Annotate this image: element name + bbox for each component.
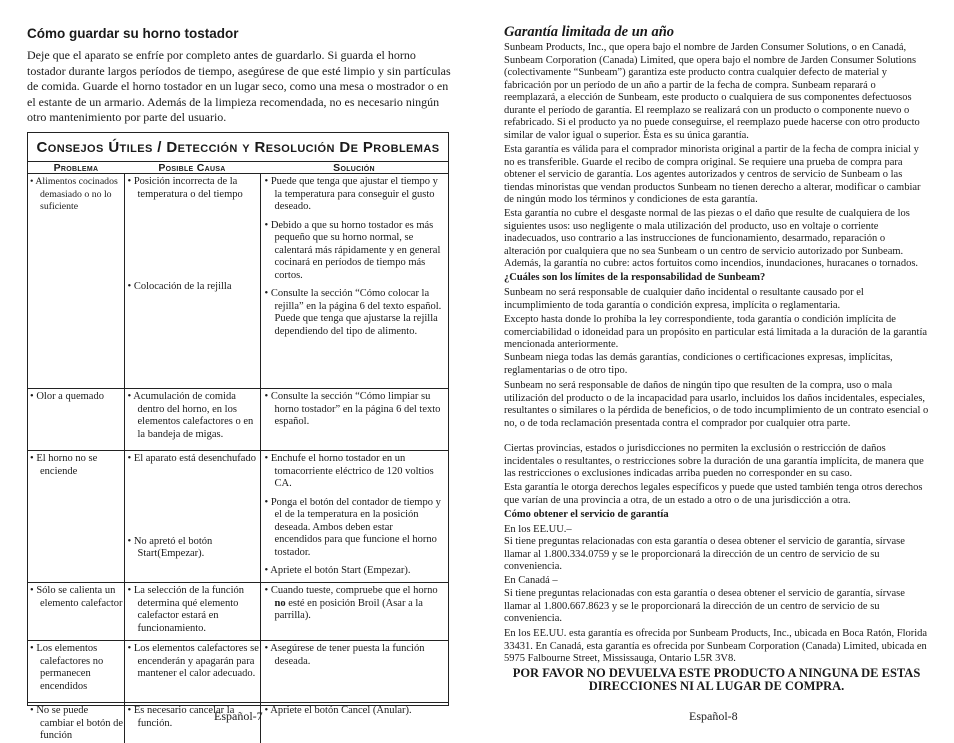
- warranty-paragraph: Ciertas provincias, estados o jurisdicciones no permiten la exclusión o restricción de daños incidentales o resultantes, o restricciones sobre la duración de una garantía implícita, de manera que las restricciones o exclusiones indicadas arriba pueden no corresponder en su caso.: [504, 443, 924, 479]
- column-header-cause: Posible Causa: [158, 162, 226, 174]
- table-row: [28, 451, 448, 583]
- solution-cell: [260, 641, 448, 703]
- left-page: [0, 0, 477, 741]
- page-number: Español-7: [214, 709, 263, 723]
- table-row: [28, 389, 448, 451]
- cause-cell: [124, 641, 260, 703]
- warranty-paragraph: Esta garantía le otorga derechos legales específicos y puede que usted también tenga otros derechos que varían de una provincia a otra, de un estado a otro o de una jurisdicción a otra.: [504, 482, 923, 506]
- problem-text: • Olor a quemado: [30, 391, 124, 404]
- solution-cell: [260, 389, 448, 451]
- warranty-paragraph: Si tiene preguntas relacionadas con esta garantía o desea obtener el servicio de garantía, sírvase llamar al 1.800.334.0759 y se le proporcionará la dirección de un centro de servicio de su conveniencia.: [504, 536, 905, 572]
- problem-text: • No se puede cambiar el botón de función: [30, 705, 124, 743]
- cause-cell: [124, 389, 260, 451]
- solution-cell: [260, 174, 448, 389]
- solution-text: • Ponga el botón del contador de tiempo y el de la temperatura en la posición deseada. Ambos deben estar encendidos para que funcione el horno tostador.: [265, 497, 443, 560]
- solution-text: • Enchufe el horno tostador en un tomacorriente eléctrico de 120 voltios CA.: [265, 453, 443, 491]
- section-heading: Cómo obtener el servicio de garantía: [504, 509, 669, 520]
- problem-cell: [28, 451, 124, 583]
- warranty-paragraph: En los EE.UU. esta garantía es ofrecida por Sunbeam Products, Inc., ubicada en Boca Ratón, Florida 33431. En Canadá, esta garantía es ofrecida por Sunbeam Corporation (Canada) Limited, ubicada en 5975 Falbourne Street, Mississauga, Ontario L5R 3V8.: [504, 628, 928, 664]
- storage-body: Deje que el aparato se enfríe por completo antes de guardarlo. Si guarda el horno tostador durante largos períodos de tiempo, asegúrese de que esté limpio y sin partículas de comida. Guarde el horno tostador en un lugar seco, como una mesa o mostrador o en el estante de un armario. Además de la limpieza recomendada, no es necesario ningún otro mantenimiento por parte del usuario.: [27, 48, 451, 124]
- warranty-title: Garantía limitada de un año: [504, 24, 675, 40]
- cause-cell: [124, 174, 260, 389]
- table-row: [28, 641, 448, 703]
- cause-text: • Los elementos calefactores se encenderán y apagarán para mantener el calor adecuado.: [128, 643, 260, 681]
- cause-text: • Posición incorrecta de la temperatura o del tiempo: [128, 176, 260, 201]
- region-label-us: En los EE.UU.–: [504, 524, 572, 535]
- column-header-problem: Problema: [53, 162, 99, 174]
- troubleshooting-table: [28, 162, 448, 743]
- problem-cell: [28, 703, 124, 743]
- cause-text: • Es necesario cancelar la función.: [128, 705, 260, 730]
- warranty-paragraph: Si tiene preguntas relacionadas con esta garantía o desea obtener el servicio de garantía, sírvase llamar al 1.800.667.8623 y se le proporcionará la dirección de un centro de servicio de su conveniencia.: [504, 588, 905, 624]
- cause-text: • La selección de la función determina qué elemento calefactor estará en funcionamiento.: [128, 585, 260, 635]
- closing-notice: POR FAVOR NO DEVUELVA ESTE PRODUCTO A NINGUNA DE ESTAS DIRECCIONES NI AL LUGAR DE COMPRA.: [512, 666, 921, 693]
- problem-text: • Sólo se calienta un elemento calefactor: [30, 585, 124, 610]
- solution-text: • Cuando tueste, compruebe que el horno no esté en posición Broil (Asar a la parrilla).: [265, 585, 443, 623]
- solution-text: • Consulte la sección “Cómo limpiar su horno tostador” en la página 6 del texto español.: [265, 391, 443, 429]
- cause-text: • Colocación de la rejilla: [128, 281, 260, 294]
- problem-text: • Alimentos cocinados demasiado o no lo suficiente: [30, 176, 124, 214]
- cause-cell: [124, 451, 260, 583]
- right-page: [477, 0, 954, 738]
- warranty-paragraph: Sunbeam no será responsable de cualquier daño incidental o resultante causado por el incumplimiento de toda garantía o condición expresa, implícita o reglamentaria.: [504, 287, 864, 311]
- cause-text: • El aparato está desenchufado: [128, 453, 260, 466]
- solution-text: • Apriete el botón Cancel (Anular).: [265, 705, 443, 718]
- solution-text: • Consulte la sección “Cómo colocar la rejilla” en la página 6 del texto español. Puede que tenga que ajustarse la rejilla dependiendo del tipo de alimento.: [265, 288, 443, 338]
- solution-cell: [260, 703, 448, 743]
- problem-text: • Los elementos calefactores no permanecen encendidos: [30, 643, 124, 693]
- troubleshooting-title: Consejos Útiles / Detección y Resolución De Problemas: [28, 133, 448, 162]
- problem-cell: [28, 389, 124, 451]
- problem-text: • El horno no se enciende: [30, 453, 124, 478]
- solution-cell: [260, 451, 448, 583]
- problem-cell: [28, 583, 124, 641]
- cause-text: • Acumulación de comida dentro del horno, en los elementos calefactores o en la bandeja de migas.: [128, 391, 260, 441]
- cause-text: • No apretó el botón Start(Empezar).: [128, 536, 260, 561]
- problem-cell: [28, 174, 124, 389]
- cause-cell: [124, 583, 260, 641]
- table-row: [28, 174, 448, 389]
- solution-cell: [260, 583, 448, 641]
- page-number: Español-8: [689, 709, 738, 723]
- solution-text: • Asegúrese de tener puesta la función deseada.: [265, 643, 443, 668]
- warranty-paragraph: Sunbeam niega todas las demás garantías, condiciones o certificaciones expresas, implícitas, reglamentarias o de otro tipo.: [504, 352, 893, 376]
- solution-text: • Puede que tenga que ajustar el tiempo y la temperatura para conseguir el gusto deseado.: [265, 176, 443, 214]
- section-heading: ¿Cuáles son los límites de la responsabilidad de Sunbeam?: [504, 272, 766, 283]
- warranty-paragraph: Esta garantía es válida para el comprador minorista original a partir de la fecha de compra inicial y no es transferible. Guarde el recibo de compra original. Se requiere una prueba de compra para obtener el servicio de garantía. Los agentes autorizados y centros de servicio de Sunbeam o las tiendas minoristas que vendan productos Sunbeam no tienen derecho a alterar, modificar o cambiar de ningún modo los términos y condiciones de esta garantía.: [504, 144, 921, 205]
- table-header-row: [28, 162, 448, 174]
- table-row: [28, 583, 448, 641]
- warranty-paragraph: Sunbeam no será responsable de daños de ningún tipo que resulten de la compra, uso o mala utilización del producto o de la incapacidad para usarlo, incluidos los daños incidentales, especiales, resultantes o similares o la pérdida de beneficios, o de todo incumplimiento de un contrato esencial o no, o de toda reclamación presentada contra el comprador por cualquier otra parte.: [504, 380, 929, 429]
- solution-text: • Apriete el botón Start (Empezar).: [265, 565, 443, 578]
- problem-cell: [28, 641, 124, 703]
- warranty-paragraph: Excepto hasta donde lo prohíba la ley correspondiente, toda garantía o condición implícita de comerciabilidad o idoneidad para un propósito en particular está limitada a la duración de la garantía mencionada anteriormente.: [504, 314, 928, 350]
- region-label-canada: En Canadá –: [504, 575, 558, 586]
- column-header-solution: Solución: [333, 162, 375, 174]
- warranty-paragraph: Sunbeam Products, Inc., que opera bajo el nombre de Jarden Consumer Solutions, o en Canadá, Sunbeam Corporation (Canada) Limited, que opera bajo el nombre de Jarden Consumer Solutions (colectivamente “Sunbeam”) garantiza este producto contra cualquier defecto de material y fabricación por un período de un año a partir de la fecha de compra. Sunbeam reparará o reemplazará, a elección de Sunbeam, este producto o cualquiera de sus componentes defectuosos durante el período de garantía. El reemplazo se realizará con un producto o componente nuevo o refabricado. Si el producto ya no puede conseguirse, el reemplazo puede hacerse con otro producto similar de valor igual o superior. Ésta es su única garantía.: [504, 42, 920, 141]
- solution-text: • Debido a que su horno tostador es más pequeño que su horno normal, se calentará más rápidamente y en general cocinará en períodos de tiempo más cortos.: [265, 220, 443, 283]
- storage-title: Cómo guardar su horno tostador: [27, 26, 239, 41]
- warranty-paragraph: Esta garantía no cubre el desgaste normal de las piezas o el daño que resulte de cualquiera de los siguientes usos: uso negligente o mala utilización del producto, uso en voltaje o corriente inadecuados, uso contrario a las instrucciones de funcionamiento, desarmado, reparación o alteración por cualquiera que no sea Sunbeam o un centro de servicio autorizado por Sunbeam. Además, la garantía no cubre: actos fortuitos como incendios, inundaciones, huracanes o tornados.: [504, 208, 919, 269]
